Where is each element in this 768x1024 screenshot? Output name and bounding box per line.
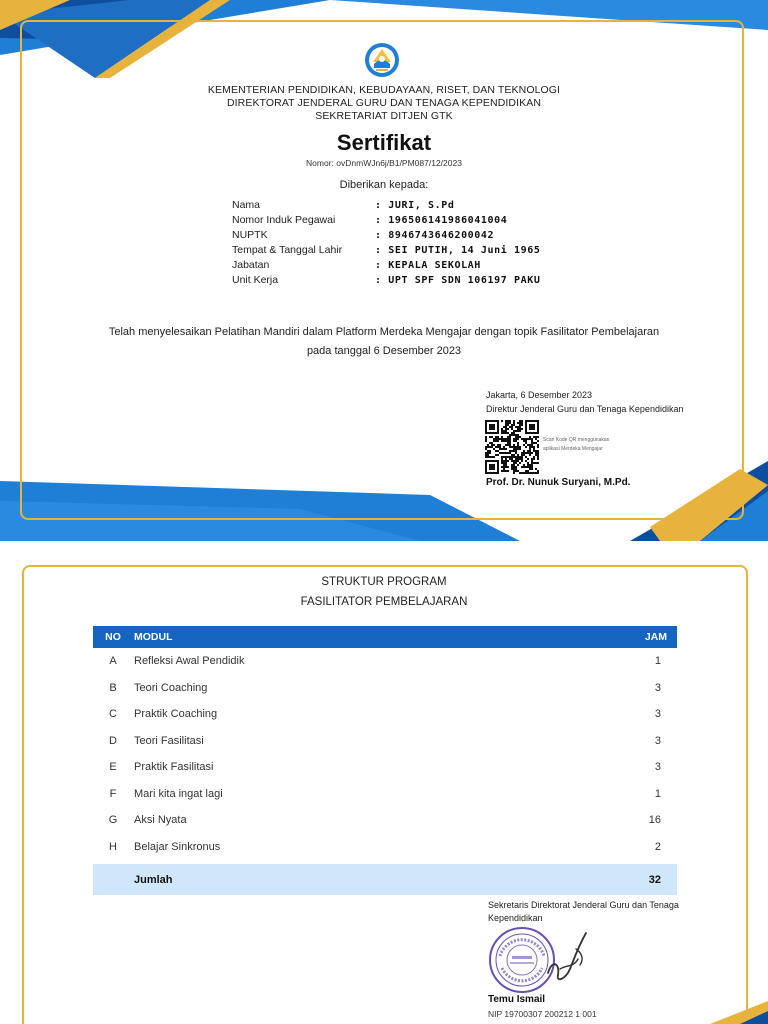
completion-statement: Telah menyelesaikan Pelatihan Mandiri dalam Platform Merdeka Mengajar dengan topik Fasilitator Pembelajaran	[108, 326, 660, 338]
directorate-name: DIREKTORAT JENDERAL GURU DAN TENAGA KEPENDIDIKAN	[226, 97, 542, 109]
row-no: F	[109, 787, 117, 800]
field-label-nuptk: NUPTK	[232, 229, 268, 241]
certificate-title: Sertifikat	[336, 130, 432, 155]
row-module: Belajar Sinkronus	[134, 840, 221, 853]
program-title: STRUKTUR PROGRAM	[321, 576, 447, 588]
column-header-hours: JAM	[644, 631, 667, 643]
table-header	[93, 626, 677, 648]
row-no: E	[109, 761, 117, 774]
secretary-nip: NIP 19700307 200212 1 001	[488, 1009, 597, 1019]
field-value-position: : KEPALA SEKOLAH	[375, 260, 481, 271]
table-row	[93, 728, 677, 755]
qr-code	[485, 420, 539, 474]
secretary-role: Sekretaris Direktorat Jenderal Guru dan Tenaga Kependidikan	[488, 900, 679, 923]
field-value-nip: : 196506141986041004	[375, 215, 508, 226]
total-hours: 32	[648, 873, 661, 886]
row-hours: 3	[654, 708, 661, 721]
field-value-nuptk: : 8946743646200042	[375, 230, 495, 241]
row-hours: 2	[654, 840, 661, 853]
row-no: A	[109, 655, 117, 668]
field-label-birth: Tempat & Tanggal Lahir	[232, 244, 343, 256]
row-module: Refleksi Awal Pendidik	[134, 655, 245, 668]
table-total-row	[93, 864, 677, 895]
row-no: B	[109, 681, 117, 694]
field-label-nip: Nomor Induk Pegawai	[232, 214, 336, 226]
row-module: Praktik Fasilitasi	[134, 761, 214, 774]
secretary-name: Temu Ismail	[488, 994, 546, 1005]
given-to-label: Diberikan kepada:	[339, 179, 429, 191]
certificate-number: Nomor: ovDnmWJn6j/B1/PM087/12/2023	[306, 158, 462, 168]
qr-note: Scan Kode QR menggunakan	[543, 437, 610, 443]
program-subtitle: FASILITATOR PEMBELAJARAN	[300, 596, 468, 608]
bottom-corner-decoration	[700, 1001, 768, 1024]
table-row	[93, 807, 677, 834]
table-row	[93, 675, 677, 702]
row-no: C	[109, 708, 117, 721]
row-hours: 1	[654, 787, 661, 800]
row-no: G	[108, 814, 118, 827]
column-header-module: MODUL	[134, 631, 173, 643]
row-hours: 16	[648, 814, 661, 827]
row-module: Aksi Nyata	[134, 814, 187, 827]
field-label-name: Nama	[232, 199, 261, 211]
row-module: Mari kita ingat lagi	[134, 787, 223, 800]
tut-wuri-handayani-logo	[364, 42, 400, 78]
table-row	[93, 834, 677, 861]
module-table	[93, 626, 677, 895]
row-hours: 3	[654, 681, 661, 694]
signature-place-date: Jakarta, 6 Desember 2023	[486, 390, 593, 400]
field-value-birth: : SEI PUTIH, 14 Juni 1965	[375, 245, 541, 256]
table-row	[93, 781, 677, 808]
table-row	[93, 648, 677, 675]
qr-note: aplikasi Merdeka Mengajar	[543, 446, 603, 452]
handwritten-signature	[530, 929, 600, 985]
field-label-position: Jabatan	[232, 259, 270, 271]
field-label-unit: Unit Kerja	[232, 274, 279, 286]
total-label: Jumlah	[134, 873, 173, 886]
field-value-unit: : UPT SPF SDN 106197 PAKU	[375, 275, 541, 286]
signatory-role: Direktur Jenderal Guru dan Tenaga Kependidikan	[486, 404, 684, 414]
row-no: H	[109, 840, 117, 853]
row-hours: 1	[654, 655, 661, 668]
secretariat-name: SEKRETARIAT DITJEN GTK	[315, 110, 453, 122]
field-value-name: : JURI, S.Pd	[375, 200, 455, 211]
row-module: Praktik Coaching	[134, 708, 218, 721]
table-row	[93, 754, 677, 781]
completion-date: pada tanggal 6 Desember 2023	[306, 345, 462, 357]
row-module: Teori Coaching	[134, 681, 208, 694]
row-no: D	[109, 734, 117, 747]
row-module: Teori Fasilitasi	[134, 734, 204, 747]
ministry-name: KEMENTERIAN PENDIDIKAN, KEBUDAYAAN, RISET, DAN TEKNOLOGI	[207, 84, 561, 96]
column-header-no: NO	[105, 631, 121, 643]
signatory-name: Prof. Dr. Nunuk Suryani, M.Pd.	[486, 477, 631, 488]
row-hours: 3	[654, 761, 661, 774]
table-row	[93, 701, 677, 728]
program-structure-page	[0, 541, 768, 1024]
row-hours: 3	[654, 734, 661, 747]
